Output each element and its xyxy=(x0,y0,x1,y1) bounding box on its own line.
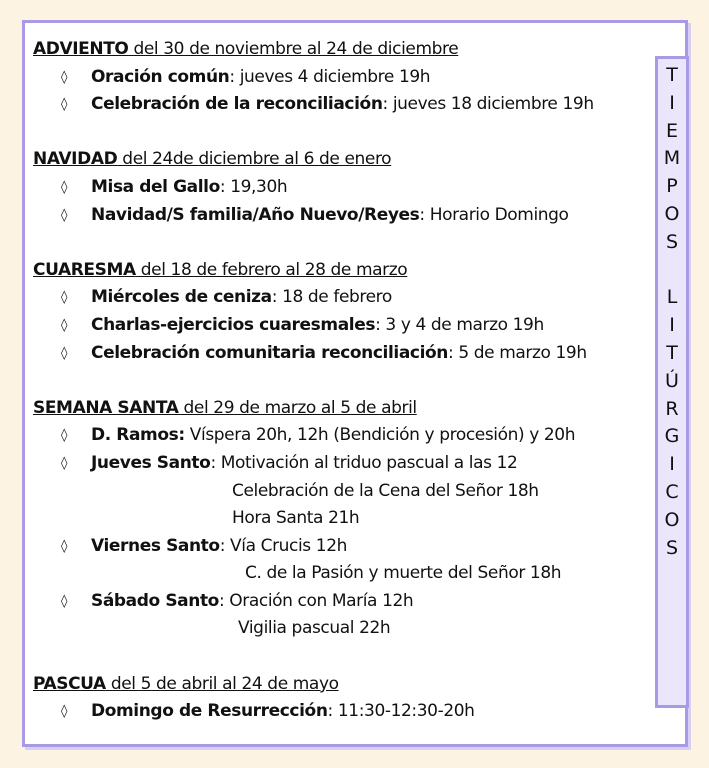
side-letter: I xyxy=(669,91,675,114)
side-letter: I xyxy=(669,314,675,337)
diamond-bullet-icon: ◊ xyxy=(61,538,68,554)
section-title: ADVIENTO xyxy=(33,39,129,59)
item-text: : jueves 4 diciembre 19h xyxy=(229,66,431,87)
side-letter: S xyxy=(665,230,679,253)
section-heading xyxy=(33,36,633,64)
list-item xyxy=(33,450,633,533)
item-label: Sábado Santo xyxy=(91,590,219,611)
diamond-bullet-icon: ◊ xyxy=(61,455,68,471)
tiempos-liturgicos-side-banner xyxy=(655,56,689,708)
diamond-bullet-icon: ◊ xyxy=(61,317,68,333)
calendar-content xyxy=(33,36,633,726)
list-item xyxy=(33,588,633,643)
list-item xyxy=(33,698,633,726)
side-letter: L xyxy=(666,286,678,309)
section-title: PASCUA xyxy=(33,673,106,694)
item-text: : Vía Crucis 12h xyxy=(219,535,347,556)
side-letter: P xyxy=(666,175,678,198)
section-semana-santa xyxy=(33,395,633,643)
item-text: : Horario Domingo xyxy=(419,204,569,225)
item-label: Jueves Santo xyxy=(91,452,211,473)
item-continuation: Hora Santa 21h xyxy=(232,508,360,529)
item-text: : 18 de febrero xyxy=(271,287,392,308)
item-label: Viernes Santo xyxy=(91,535,220,556)
side-letter: E xyxy=(665,119,678,142)
item-text: : 11:30-12:30-20h xyxy=(327,701,475,722)
section-title: CUARESMA xyxy=(33,259,136,280)
item-continuation: Vigilia pascual 22h xyxy=(238,618,391,639)
item-label: Domingo de Resurrección xyxy=(91,701,328,722)
side-letter: O xyxy=(664,508,680,531)
item-text: : jueves 18 diciembre 19h xyxy=(382,94,594,115)
section-range: del 24de diciembre al 6 de enero xyxy=(117,149,392,170)
list-item xyxy=(33,340,633,368)
list-item xyxy=(33,64,633,92)
section-range: del 18 de febrero al 28 de marzo xyxy=(135,259,408,280)
side-letter: S xyxy=(665,536,679,559)
section-navidad xyxy=(33,146,633,229)
section-adviento xyxy=(33,36,633,119)
section-pascua xyxy=(33,671,633,726)
item-continuation: Celebración de la Cena del Señor 18h xyxy=(232,480,539,501)
list-item xyxy=(33,533,633,588)
diamond-bullet-icon: ◊ xyxy=(61,593,68,609)
item-text: : 5 de marzo 19h xyxy=(447,342,587,363)
list-item xyxy=(33,174,633,202)
side-letter: Ú xyxy=(665,369,679,392)
item-label: Misa del Gallo xyxy=(91,176,220,197)
side-letter: T xyxy=(666,64,678,86)
section-title: SEMANA SANTA xyxy=(33,397,179,418)
section-cuaresma xyxy=(33,257,633,367)
list-item xyxy=(33,91,633,119)
list-item xyxy=(33,284,633,312)
item-label: Celebración de la reconciliación xyxy=(91,94,383,115)
diamond-bullet-icon: ◊ xyxy=(61,69,68,85)
diamond-bullet-icon: ◊ xyxy=(61,345,68,361)
side-letter: R xyxy=(665,397,679,420)
section-title: NAVIDAD xyxy=(33,149,118,170)
list-item xyxy=(33,202,633,230)
section-range: del 5 de abril al 24 de mayo xyxy=(105,673,339,694)
item-text: : Motivación al triduo pascual a las 12 xyxy=(210,452,518,473)
side-letter-space xyxy=(658,257,686,285)
item-label: Charlas-ejercicios cuaresmales xyxy=(91,314,376,335)
item-label: Miércoles de ceniza xyxy=(91,287,272,308)
item-text: : 19,30h xyxy=(219,176,288,197)
section-heading xyxy=(33,257,633,285)
liturgical-calendar-frame xyxy=(22,20,688,747)
side-letter: G xyxy=(664,425,680,448)
diamond-bullet-icon: ◊ xyxy=(61,97,68,113)
item-label: Celebración comunitaria reconciliación xyxy=(91,342,448,363)
item-label: Oración común xyxy=(91,66,230,87)
item-label: Navidad/S familia/Año Nuevo/Reyes xyxy=(91,204,420,225)
diamond-bullet-icon: ◊ xyxy=(61,179,68,195)
side-letter: C xyxy=(665,480,679,503)
list-item xyxy=(33,422,633,450)
section-heading xyxy=(33,395,633,423)
side-letter: O xyxy=(664,202,680,225)
item-continuation: C. de la Pasión y muerte del Señor 18h xyxy=(245,563,562,584)
list-item xyxy=(33,312,633,340)
section-heading xyxy=(33,671,633,699)
section-range: del 29 de marzo al 5 de abril xyxy=(178,397,417,418)
diamond-bullet-icon: ◊ xyxy=(61,290,68,306)
item-text: : Oración con María 12h xyxy=(218,590,414,611)
diamond-bullet-icon: ◊ xyxy=(61,207,68,223)
section-heading xyxy=(33,146,633,174)
diamond-bullet-icon: ◊ xyxy=(61,428,68,444)
side-letter: T xyxy=(666,341,678,364)
section-range: del 30 de noviembre al 24 de diciembre xyxy=(128,39,459,59)
item-text: : 3 y 4 de marzo 19h xyxy=(375,314,544,335)
side-letter: I xyxy=(669,453,675,476)
side-letter: M xyxy=(663,147,681,170)
item-label: D. Ramos: xyxy=(91,425,185,446)
diamond-bullet-icon: ◊ xyxy=(61,704,68,720)
item-text: Víspera 20h, 12h (Bendición y procesión) y 20h xyxy=(184,425,576,446)
